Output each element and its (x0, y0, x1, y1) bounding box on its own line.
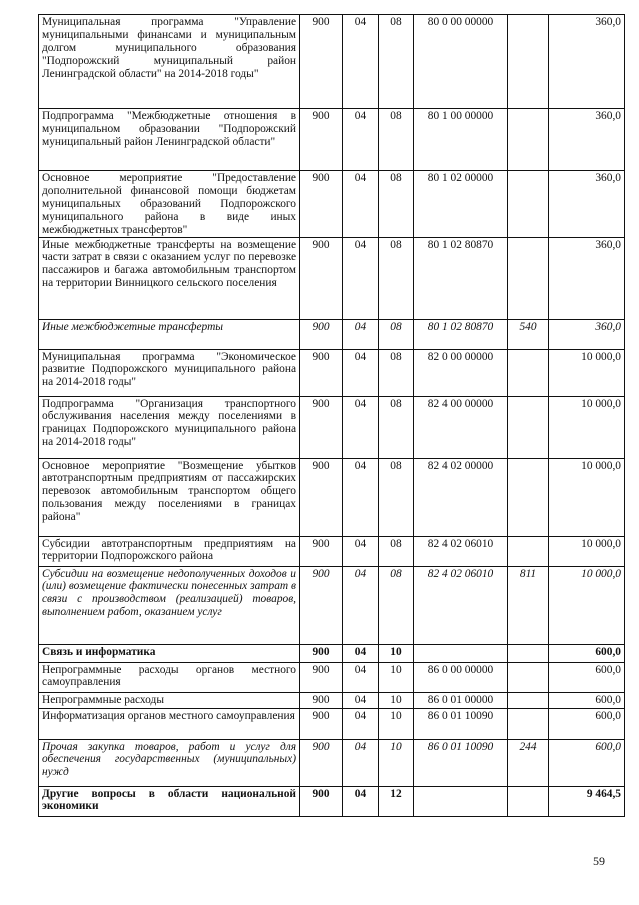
subsection-code-cell: 12 (379, 786, 414, 816)
ministry-code-cell: 900 (300, 396, 343, 458)
row-name-cell: Субсидии на возмещение недополученных доходов и (или) возмещение фактически понесенных затрат в связи с производством (реализацией) товаров, выполнением работ, оказанием услуг (39, 566, 300, 644)
target-article-cell (414, 786, 508, 816)
table-row (39, 349, 625, 396)
target-article-cell: 82 0 00 00000 (414, 349, 508, 396)
row-name-cell: Информатизация органов местного самоуправления (39, 708, 300, 739)
ministry-code-cell: 900 (300, 692, 343, 708)
section-code-cell: 04 (343, 15, 379, 109)
row-name-cell: Муниципальная программа "Экономическое развитие Подпорожского муниципального района на 2014-2018 годы" (39, 349, 300, 396)
expense-type-cell (508, 15, 549, 109)
expense-type-cell: 244 (508, 739, 549, 786)
expense-type-cell (508, 786, 549, 816)
subsection-code-cell: 08 (379, 319, 414, 349)
section-code-cell: 04 (343, 171, 379, 238)
subsection-code-cell: 10 (379, 662, 414, 692)
expense-type-cell (508, 171, 549, 238)
row-name-cell: Иные межбюджетные трансферты (39, 319, 300, 349)
amount-cell: 10 000,0 (549, 349, 625, 396)
table-row (39, 662, 625, 692)
amount-cell: 10 000,0 (549, 458, 625, 536)
subsection-code-cell: 10 (379, 644, 414, 662)
table-row (39, 15, 625, 109)
section-code-cell: 04 (343, 109, 379, 171)
section-code-cell: 04 (343, 319, 379, 349)
amount-cell: 10 000,0 (549, 566, 625, 644)
subsection-code-cell: 08 (379, 536, 414, 566)
table-row (39, 692, 625, 708)
table-row (39, 171, 625, 238)
ministry-code-cell: 900 (300, 15, 343, 109)
amount-cell: 360,0 (549, 109, 625, 171)
table-row (39, 237, 625, 319)
target-article-cell: 86 0 01 10090 (414, 739, 508, 786)
subsection-code-cell: 10 (379, 692, 414, 708)
row-name-cell: Субсидии автотранспортным предприятиям на территории Подпорожского района (39, 536, 300, 566)
row-name-cell: Другие вопросы в области национальной экономики (39, 786, 300, 816)
ministry-code-cell: 900 (300, 786, 343, 816)
row-name-cell: Основное мероприятие "Возмещение убытков автотранспортным предприятиям от пассажирских перевозок автомобильным транспортом общего пользования между поселениями в границах района" (39, 458, 300, 536)
section-code-cell: 04 (343, 786, 379, 816)
amount-cell: 600,0 (549, 692, 625, 708)
table-row (39, 458, 625, 536)
subsection-code-cell: 08 (379, 171, 414, 238)
table-row (39, 566, 625, 644)
row-name-cell: Непрограммные расходы органов местного самоуправления (39, 662, 300, 692)
expense-type-cell: 540 (508, 319, 549, 349)
target-article-cell: 86 0 01 00000 (414, 692, 508, 708)
row-name-cell: Основное мероприятие "Предоставление дополнительной финансовой помощи бюджетам муниципальных образований Подпорожского муниципального района в виде иных межбюджетных трансфертов" (39, 171, 300, 238)
target-article-cell (414, 644, 508, 662)
table-row (39, 396, 625, 458)
subsection-code-cell: 08 (379, 15, 414, 109)
subsection-code-cell: 08 (379, 566, 414, 644)
ministry-code-cell: 900 (300, 662, 343, 692)
amount-cell: 10 000,0 (549, 536, 625, 566)
budget-table (38, 14, 625, 817)
table-body (39, 15, 625, 817)
target-article-cell: 82 4 02 00000 (414, 458, 508, 536)
table-row (39, 536, 625, 566)
ministry-code-cell: 900 (300, 171, 343, 238)
table-row (39, 319, 625, 349)
amount-cell: 600,0 (549, 708, 625, 739)
ministry-code-cell: 900 (300, 536, 343, 566)
section-code-cell: 04 (343, 396, 379, 458)
target-article-cell: 82 4 02 06010 (414, 566, 508, 644)
amount-cell: 360,0 (549, 237, 625, 319)
target-article-cell: 80 1 00 00000 (414, 109, 508, 171)
target-article-cell: 86 0 00 00000 (414, 662, 508, 692)
subsection-code-cell: 08 (379, 237, 414, 319)
expense-type-cell (508, 692, 549, 708)
row-name-cell: Иные межбюджетные трансферты на возмещение части затрат в связи с оказанием услуг по перевозке пассажиров и багажа автомобильным транспортом на территории Винницкого сельского поселения (39, 237, 300, 319)
ministry-code-cell: 900 (300, 644, 343, 662)
expense-type-cell (508, 644, 549, 662)
ministry-code-cell: 900 (300, 708, 343, 739)
table-row (39, 644, 625, 662)
section-code-cell: 04 (343, 739, 379, 786)
table-row (39, 786, 625, 816)
ministry-code-cell: 900 (300, 458, 343, 536)
subsection-code-cell: 08 (379, 349, 414, 396)
ministry-code-cell: 900 (300, 319, 343, 349)
expense-type-cell (508, 662, 549, 692)
row-name-cell: Муниципальная программа "Управление муниципальными финансами и муниципальным долгом муниципального образования "Подпорожский муниципальный район Ленинградской области" на 2014-2018 годы" (39, 15, 300, 109)
section-code-cell: 04 (343, 644, 379, 662)
amount-cell: 9 464,5 (549, 786, 625, 816)
row-name-cell: Подпрограмма "Межбюджетные отношения в муниципальном образовании "Подпорожский муниципальный район Ленинградской области" (39, 109, 300, 171)
amount-cell: 600,0 (549, 739, 625, 786)
row-name-cell: Подпрограмма "Организация транспортного обслуживания населения между поселениями в границах Подпорожского муниципального района на 2014-2018 годы" (39, 396, 300, 458)
target-article-cell: 86 0 01 10090 (414, 708, 508, 739)
table-row (39, 739, 625, 786)
section-code-cell: 04 (343, 708, 379, 739)
section-code-cell: 04 (343, 237, 379, 319)
target-article-cell: 80 1 02 80870 (414, 237, 508, 319)
ministry-code-cell: 900 (300, 739, 343, 786)
subsection-code-cell: 10 (379, 708, 414, 739)
amount-cell: 600,0 (549, 644, 625, 662)
expense-type-cell (508, 536, 549, 566)
row-name-cell: Прочая закупка товаров, работ и услуг для обеспечения государственных (муниципальных) нужд (39, 739, 300, 786)
row-name-cell: Связь и информатика (39, 644, 300, 662)
section-code-cell: 04 (343, 566, 379, 644)
page-number: 59 (593, 854, 605, 868)
amount-cell: 600,0 (549, 662, 625, 692)
amount-cell: 360,0 (549, 171, 625, 238)
subsection-code-cell: 08 (379, 109, 414, 171)
expense-type-cell (508, 708, 549, 739)
ministry-code-cell: 900 (300, 237, 343, 319)
expense-type-cell (508, 349, 549, 396)
amount-cell: 360,0 (549, 15, 625, 109)
target-article-cell: 82 4 02 06010 (414, 536, 508, 566)
subsection-code-cell: 08 (379, 458, 414, 536)
section-code-cell: 04 (343, 458, 379, 536)
amount-cell: 360,0 (549, 319, 625, 349)
target-article-cell: 80 1 02 00000 (414, 171, 508, 238)
amount-cell: 10 000,0 (549, 396, 625, 458)
table-row (39, 708, 625, 739)
section-code-cell: 04 (343, 536, 379, 566)
ministry-code-cell: 900 (300, 566, 343, 644)
section-code-cell: 04 (343, 692, 379, 708)
expense-type-cell: 811 (508, 566, 549, 644)
expense-type-cell (508, 458, 549, 536)
ministry-code-cell: 900 (300, 349, 343, 396)
subsection-code-cell: 08 (379, 396, 414, 458)
expense-type-cell (508, 237, 549, 319)
target-article-cell: 80 0 00 00000 (414, 15, 508, 109)
table-row (39, 109, 625, 171)
expense-type-cell (508, 396, 549, 458)
target-article-cell: 82 4 00 00000 (414, 396, 508, 458)
section-code-cell: 04 (343, 662, 379, 692)
expense-type-cell (508, 109, 549, 171)
target-article-cell: 80 1 02 80870 (414, 319, 508, 349)
subsection-code-cell: 10 (379, 739, 414, 786)
section-code-cell: 04 (343, 349, 379, 396)
row-name-cell: Непрограммные расходы (39, 692, 300, 708)
ministry-code-cell: 900 (300, 109, 343, 171)
